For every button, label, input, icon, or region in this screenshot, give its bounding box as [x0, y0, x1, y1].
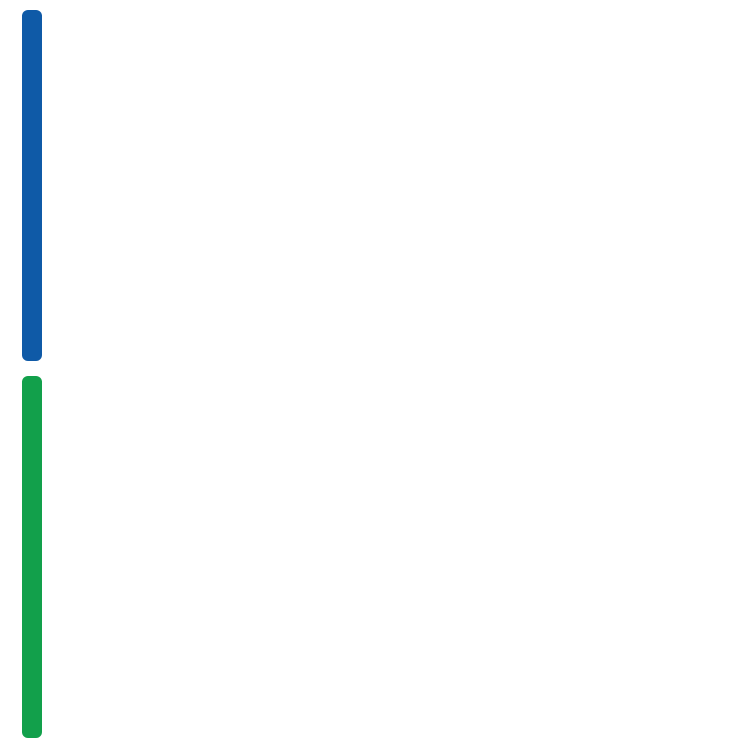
group1-sidebar-bar — [22, 10, 42, 361]
group2-sidebar-bar — [22, 376, 42, 738]
